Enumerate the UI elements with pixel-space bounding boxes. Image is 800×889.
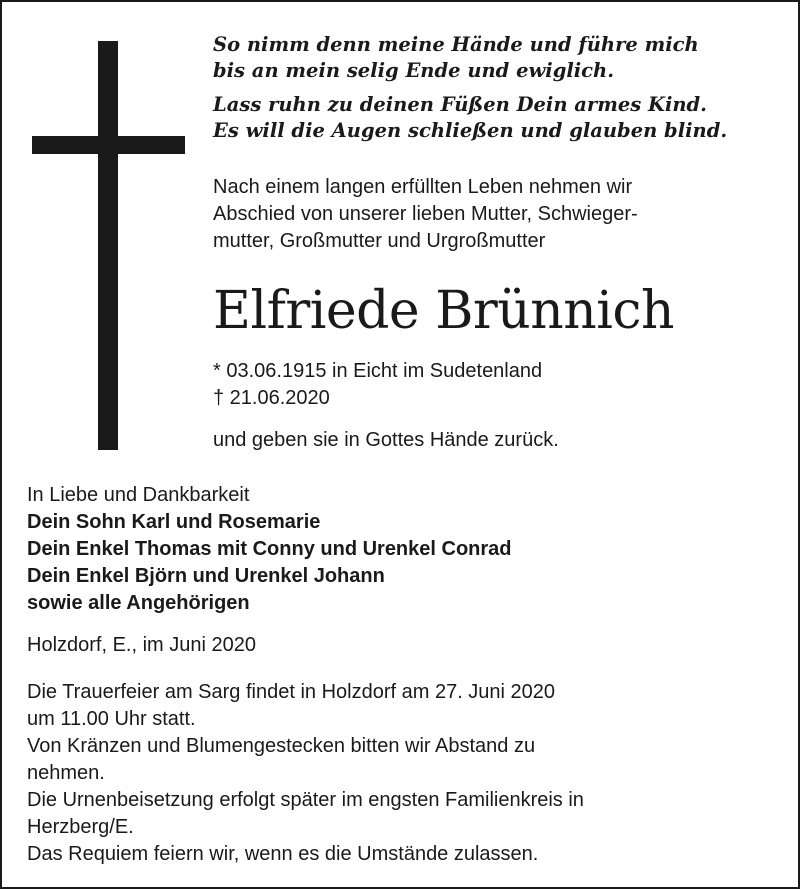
life-dates	[213, 358, 542, 412]
mourners-block	[27, 482, 512, 617]
mourner-name: Dein Enkel Thomas mit Conny und Urenkel Conrad	[27, 538, 512, 560]
notice-line: Von Kränzen und Blumengestecken bitten wir Abstand zu	[27, 735, 536, 757]
cross-vertical-bar	[98, 41, 118, 450]
verse-stanza-2	[213, 92, 727, 144]
verse-line: bis an mein selig Ende und ewiglich.	[213, 59, 614, 82]
cross-horizontal-bar	[32, 136, 185, 154]
intro-line: Abschied von unserer lieben Mutter, Schwieger-	[213, 203, 638, 225]
intro-line: Nach einem langen erfüllten Leben nehmen wir	[213, 176, 633, 198]
notice-line: Die Urnenbeisetzung erfolgt später im engsten Familienkreis in	[27, 789, 584, 811]
deceased-name: Elfriede Brünnich	[213, 281, 674, 341]
mourner-name: Dein Enkel Björn und Urenkel Johann	[27, 565, 385, 587]
notice-line: um 11.00 Uhr statt.	[27, 708, 196, 730]
birth-date: * 03.06.1915 in Eicht im Sudetenland	[213, 360, 543, 382]
place-date: Holzdorf, E., im Juni 2020	[27, 634, 256, 656]
funeral-notice	[27, 679, 584, 868]
verse-line: Lass ruhn zu deinen Füßen Dein armes Kind.	[213, 93, 707, 116]
mourner-name: Dein Sohn Karl und Rosemarie	[27, 511, 321, 533]
verse-line: Es will die Augen schließen und glauben blind.	[213, 119, 728, 142]
verse-line: So nimm denn meine Hände und führe mich	[213, 33, 699, 56]
verse-stanza-1	[213, 32, 699, 84]
notice-line: nehmen.	[27, 762, 105, 784]
farewell-intro	[213, 174, 638, 255]
return-line: und geben sie in Gottes Hände zurück.	[213, 429, 559, 451]
notice-line: Herzberg/E.	[27, 816, 134, 838]
notice-line: Das Requiem feiern wir, wenn es die Umstände zulassen.	[27, 843, 539, 865]
death-date: † 21.06.2020	[213, 387, 330, 409]
intro-line: mutter, Großmutter und Urgroßmutter	[213, 230, 546, 252]
notice-line: Die Trauerfeier am Sarg findet in Holzdorf am 27. Juni 2020	[27, 681, 556, 703]
mourners-intro: In Liebe und Dankbarkeit	[27, 484, 250, 506]
mourner-name: sowie alle Angehörigen	[27, 592, 250, 614]
